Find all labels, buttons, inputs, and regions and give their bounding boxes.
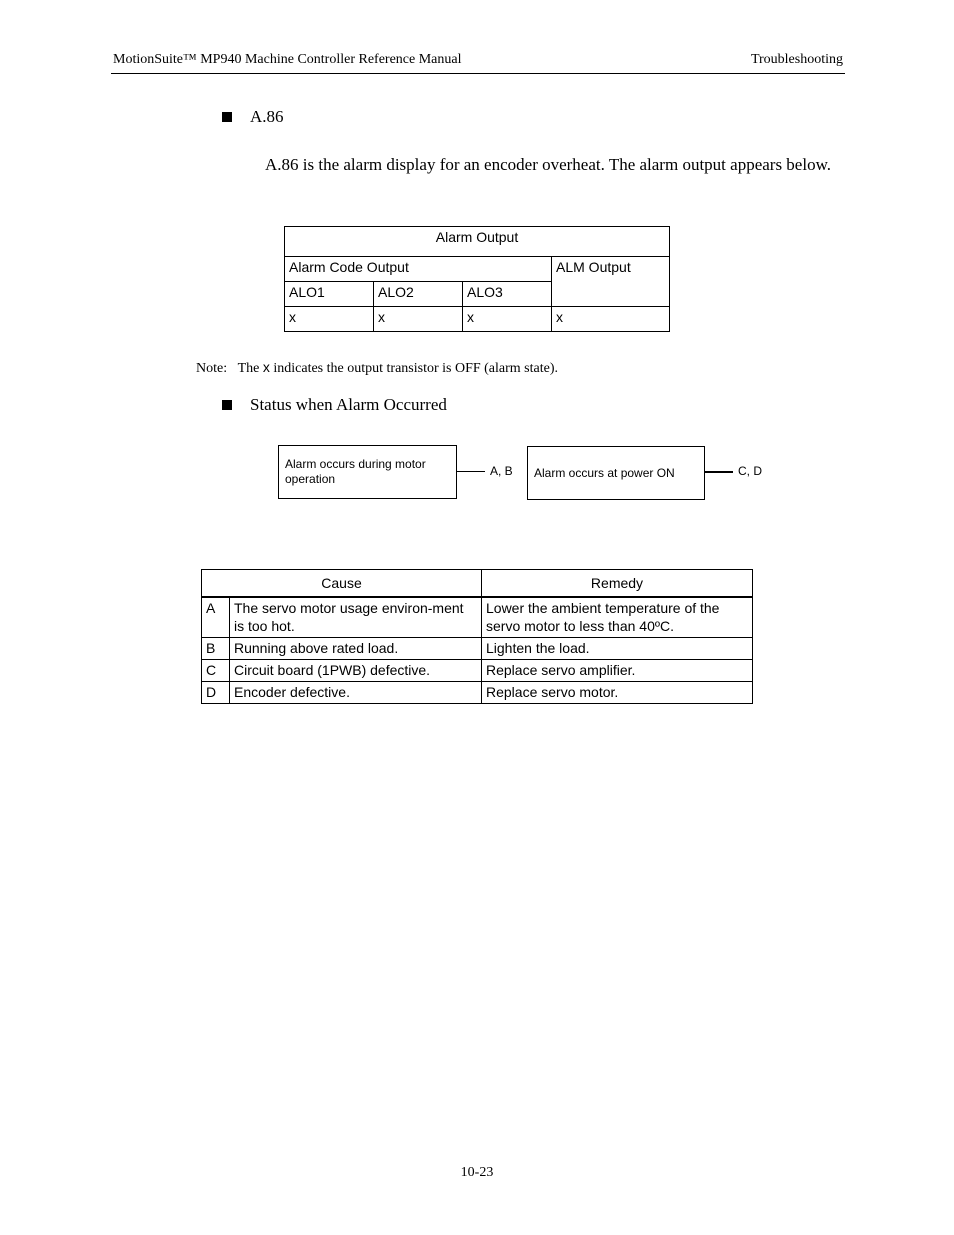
table-row bbox=[202, 682, 753, 704]
table-row bbox=[202, 638, 753, 660]
row-cause: The servo motor usage environ-ment is too hot. bbox=[230, 597, 482, 638]
status-box-label: Alarm occurs during motor operation bbox=[285, 457, 426, 486]
table-row bbox=[202, 597, 753, 638]
note bbox=[196, 359, 558, 377]
note-prefix: Note: bbox=[196, 361, 228, 376]
page-number: 10-23 bbox=[460, 1165, 494, 1180]
row-id: C bbox=[202, 660, 230, 682]
note-text-pre: The bbox=[237, 361, 263, 376]
section-heading-status: Status when Alarm Occurred bbox=[250, 395, 447, 414]
note-text-post: indicates the output transistor is OFF (alarm state). bbox=[269, 361, 558, 376]
connector-line bbox=[457, 471, 485, 472]
alarm-code-output-label: Alarm Code Output bbox=[285, 257, 552, 282]
row-cause: Running above rated load. bbox=[230, 638, 482, 660]
alarm-output-table bbox=[284, 226, 670, 332]
column-header-alo1: ALO1 bbox=[285, 282, 374, 307]
status-box-label: Alarm occurs at power ON bbox=[534, 465, 675, 480]
alm-output-label: ALM Output bbox=[552, 257, 670, 307]
header-manual-title: MotionSuite™ MP940 Machine Controller Reference Manual bbox=[113, 52, 462, 67]
value-alm: x bbox=[552, 307, 670, 332]
status-box-power-on bbox=[527, 446, 705, 500]
row-cause: Circuit board (1PWB) defective. bbox=[230, 660, 482, 682]
table-row bbox=[285, 227, 670, 257]
cause-label-cd: C, D bbox=[738, 464, 762, 478]
row-remedy: Replace servo amplifier. bbox=[482, 660, 753, 682]
alarm-output-title: Alarm Output bbox=[285, 227, 670, 257]
section-heading-a86: A.86 bbox=[250, 107, 284, 126]
note-mark: x bbox=[262, 359, 270, 375]
connector-line bbox=[705, 471, 733, 473]
table-row bbox=[202, 660, 753, 682]
cause-remedy-table bbox=[201, 569, 753, 704]
header-rule bbox=[111, 73, 845, 74]
section-paragraph: A.86 is the alarm display for an encoder overheat. The alarm output appears below. bbox=[265, 155, 831, 174]
column-header-alo3: ALO3 bbox=[463, 282, 552, 307]
row-id: D bbox=[202, 682, 230, 704]
row-remedy: Replace servo motor. bbox=[482, 682, 753, 704]
row-id: B bbox=[202, 638, 230, 660]
row-cause: Encoder defective. bbox=[230, 682, 482, 704]
square-bullet-icon bbox=[222, 112, 232, 122]
column-header-remedy: Remedy bbox=[482, 570, 753, 598]
cause-label-ab: A, B bbox=[490, 464, 513, 478]
table-row bbox=[285, 257, 670, 282]
table-header-row bbox=[202, 570, 753, 598]
header-section-name: Troubleshooting bbox=[750, 52, 843, 67]
value-alo3: x bbox=[463, 307, 552, 332]
column-header-cause: Cause bbox=[202, 570, 482, 598]
value-alo1: x bbox=[285, 307, 374, 332]
status-box-motor-operation bbox=[278, 445, 457, 499]
row-remedy: Lighten the load. bbox=[482, 638, 753, 660]
square-bullet-icon bbox=[222, 400, 232, 410]
row-id: A bbox=[202, 597, 230, 638]
table-row bbox=[285, 307, 670, 332]
value-alo2: x bbox=[374, 307, 463, 332]
row-remedy: Lower the ambient temperature of the servo motor to less than 40ºC. bbox=[482, 597, 753, 638]
column-header-alo2: ALO2 bbox=[374, 282, 463, 307]
